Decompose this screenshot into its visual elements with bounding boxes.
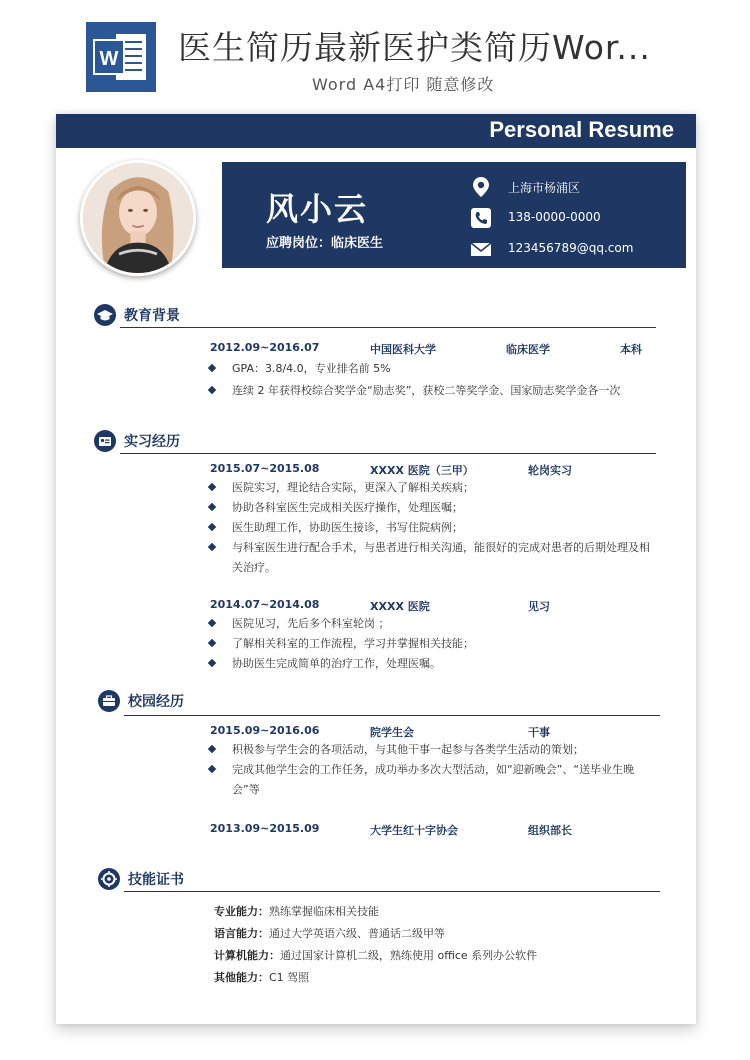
section-divider [120,327,656,328]
edu-major: 临床医学 [506,343,550,356]
avatar [80,160,196,276]
briefcase-icon [98,690,120,712]
id-card-icon [94,430,116,452]
list-item: 医院见习，先后多个科室轮岗 ； [212,614,652,634]
email-text: 123456789@qq.com [508,241,634,255]
name-card [222,162,686,268]
section-campus-title: 校园经历 [128,694,184,710]
section-divider [120,453,656,454]
list-item: 积极参与学生会的各项活动，与其他干事一起参与各类学生活动的策划； [212,740,652,760]
job1-org: XXXX 医院（三甲） [370,464,474,477]
address-text: 上海市杨浦区 [508,181,581,195]
contact-phone [470,207,670,229]
edu-period: 2012.09~2016.07 [210,341,320,354]
svg-text:W: W [99,48,119,70]
candidate-name: 风小云 [266,190,369,228]
list-item: 完成其他学生会的工作任务，成功举办多次大型活动，如“迎新晚会”、“送毕业生晚会”等 [212,760,652,800]
job2-role: 见习 [528,600,550,613]
job2-period: 2014.07~2014.08 [210,598,320,611]
section-divider [124,715,660,716]
list-item: 医生助理工作，协助医生接诊，书写住院病例； [212,518,652,538]
job2-org: XXXX 医院 [370,600,430,613]
applied-position: 应聘岗位：临床医生 [266,236,384,251]
campus2-period: 2013.09~2015.09 [210,822,320,835]
job1-role: 轮岗实习 [528,464,572,477]
list-item: 其他能力：C1 驾照 [214,971,310,984]
list-item: 了解相关科室的工作流程，学习并掌握相关技能； [212,634,652,654]
list-item: 协助医生完成简单的治疗工作，处理医嘱。 [212,654,652,674]
list-item: 协助各科室医生完成相关医疗操作，处理医嘱； [212,498,652,518]
contact-email [470,238,670,260]
section-education-title: 教育背景 [124,308,180,324]
settings-icon [98,868,120,890]
word-icon [86,22,156,92]
edu-school: 中国医科大学 [370,343,436,356]
resume-page [56,114,696,1024]
list-item: 与科室医生进行配合手术，与患者进行相关沟通，能很好的完成对患者的后期处理及相关治疗。 [212,538,652,578]
top-banner [56,114,696,148]
contact-address [470,176,670,198]
campus2-org: 大学生红十字协会 [370,824,458,837]
section-internship-title: 实习经历 [124,434,180,450]
section-skills-title: 技能证书 [128,872,184,888]
list-item: 专业能力：熟练掌握临床相关技能 [214,905,379,918]
section-divider [124,891,660,892]
document-subtitle: Word A4打印 随意修改 [312,75,495,94]
list-item: 医院实习，理论结合实际，更深入了解相关疾病； [212,478,652,498]
job1-period: 2015.07~2015.08 [210,462,320,475]
phone-text: 138-0000-0000 [508,210,601,224]
phone-icon [470,207,492,229]
document-title: 医生简历最新医护类简历Wor... [178,28,651,67]
graduation-cap-icon [94,304,116,326]
list-item: 语言能力：通过大学英语六级、普通话二级甲等 [214,927,445,940]
list-item: GPA：3.8/4.0，专业排名前 5% [212,359,652,379]
edu-degree: 本科 [620,343,642,356]
campus1-period: 2015.09~2016.06 [210,724,320,737]
banner-title: Personal Resume [489,117,674,142]
list-item: 连续 2 年获得校综合奖学金“励志奖”，获校二等奖学金、国家励志奖学金各一次 [212,381,652,401]
campus2-role: 组织部长 [528,824,572,837]
campus1-role: 干事 [528,726,550,739]
campus1-org: 院学生会 [370,726,414,739]
location-icon [470,176,492,198]
list-item: 计算机能力：通过国家计算机二级，熟练使用 office 系列办公软件 [214,949,538,962]
mail-icon [470,238,492,260]
